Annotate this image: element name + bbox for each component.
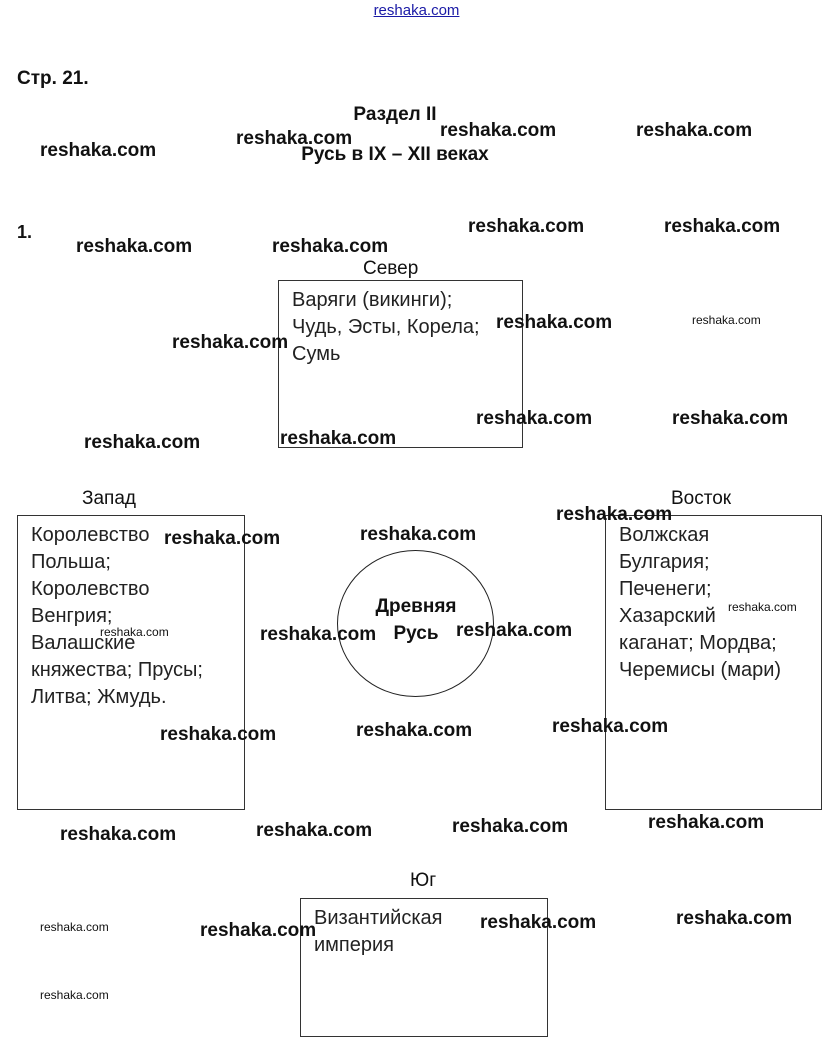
watermark: reshaka.com [164,528,281,549]
direction-east: Восток [671,488,732,509]
watermark: reshaka.com [556,504,673,525]
watermark: reshaka.com [172,332,289,353]
watermark: reshaka.com [648,812,765,833]
page-number: Стр. 21. [17,68,89,89]
watermark: reshaka.com [280,428,397,449]
direction-north: Север [363,258,419,279]
watermark: reshaka.com [200,920,317,941]
watermark: reshaka.com [84,432,201,453]
watermark: reshaka.com [552,716,669,737]
watermark: reshaka.com [672,408,789,429]
watermark: reshaka.com [160,724,277,745]
watermark: reshaka.com [468,216,585,237]
watermark: reshaka.com [272,236,389,257]
watermark: reshaka.com [40,140,157,161]
watermark: reshaka.com [40,920,109,934]
watermark: reshaka.com [236,128,353,149]
watermark: reshaka.com [256,820,373,841]
watermark: reshaka.com [480,912,597,933]
north-box-text: Варяги (викинги); Чудь, Эсты, Корела; Сумь [292,289,480,365]
watermark: reshaka.com [452,816,569,837]
section-title: Раздел II [353,104,437,125]
watermark: reshaka.com [664,216,781,237]
west-box-text: Королевство Польша; Королевство Венгрия; Валашские княжества; Прусы; Литва; Жмудь. [31,524,203,708]
watermark: reshaka.com [356,720,473,741]
task-number: 1. [17,222,33,242]
watermark: reshaka.com [496,312,613,333]
watermark: reshaka.com [440,120,557,141]
site-link[interactable]: reshaka.com [373,2,460,19]
watermark: reshaka.com [476,408,593,429]
watermark: reshaka.com [40,988,109,1002]
east-box-text: Волжская Булгария; Печенеги; Хазарский каганат; Мордва; Черемисы (мари) [619,524,782,681]
section-subtitle: Русь в IX – XII веках [301,144,489,165]
watermark: reshaka.com [728,600,797,614]
watermark: reshaka.com [692,313,761,327]
direction-west: Запад [82,488,136,509]
watermark: reshaka.com [60,824,177,845]
watermark: reshaka.com [676,908,793,929]
center-label: Древняя Русь [375,596,457,644]
watermark: reshaka.com [456,620,573,641]
west-box [17,515,245,810]
watermark: reshaka.com [636,120,753,141]
watermark: reshaka.com [260,624,377,645]
south-box-text: Византийская империя [314,907,443,956]
watermark: reshaka.com [360,524,477,545]
watermark: reshaka.com [76,236,193,257]
watermark: reshaka.com [100,625,169,639]
direction-south: Юг [410,870,437,891]
east-box [605,515,822,810]
